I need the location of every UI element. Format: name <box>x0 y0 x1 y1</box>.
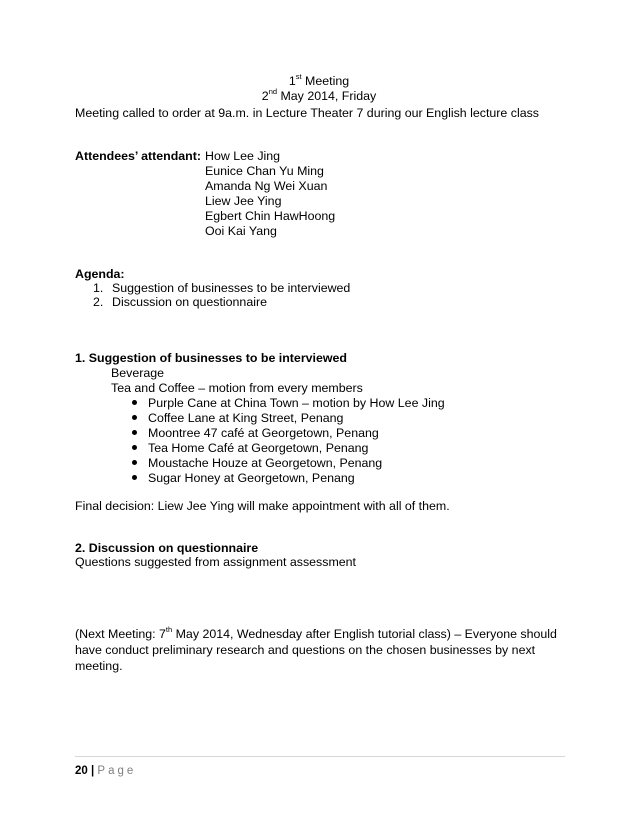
bullet-icon <box>132 430 137 435</box>
agenda-item-number: 2. <box>93 295 104 309</box>
bullet-icon <box>132 400 137 405</box>
attendees-label: Attendees’ attendant: <box>75 149 201 163</box>
business-list-item: Sugar Honey at Georgetown, Penang <box>148 471 355 485</box>
business-list-item: Moustache Houze at Georgetown, Penang <box>148 456 383 470</box>
agenda-heading: Agenda: <box>75 267 125 281</box>
next-meeting-line1: (Next Meeting: 7th May 2014, Wednesday after English tutorial class) – Everyone should <box>75 624 557 641</box>
page-number: 20 <box>75 765 88 777</box>
attendee-name: Amanda Ng Wei Xuan <box>205 179 328 193</box>
section1-sub-beverage: Beverage <box>111 366 165 380</box>
agenda-item: Discussion on questionnaire <box>112 295 267 309</box>
attendee-name: How Lee Jing <box>205 149 281 163</box>
section2-heading: 2. Discussion on questionnaire <box>75 541 259 555</box>
attendee-name: Ooi Kai Yang <box>205 224 277 238</box>
section1-sub-tea-coffee: Tea and Coffee – motion from every members <box>111 381 363 395</box>
business-list-item: Coffee Lane at King Street, Penang <box>148 411 344 425</box>
next-meeting-line2: have conduct preliminary research and questions on the chosen businesses by next <box>75 643 536 657</box>
business-list-item: Moontree 47 café at Georgetown, Penang <box>148 426 379 440</box>
section2-text: Questions suggested from assignment assessment <box>75 555 356 569</box>
attendee-name: Liew Jee Ying <box>205 194 282 208</box>
bullet-icon <box>132 460 137 465</box>
attendee-name: Eunice Chan Yu Ming <box>205 164 324 178</box>
bullet-icon <box>132 475 137 480</box>
attendee-name: Egbert Chin HawHoong <box>205 209 336 223</box>
business-list-item: Tea Home Café at Georgetown, Penang <box>148 441 369 455</box>
page-footer <box>75 765 136 777</box>
agenda-item: Suggestion of businesses to be interviewed <box>112 281 351 295</box>
bullet-icon <box>132 445 137 450</box>
bullet-icon <box>132 415 137 420</box>
meeting-date: 2nd May 2014, Friday <box>261 86 377 103</box>
section1-heading: 1. Suggestion of businesses to be interviewed <box>75 351 347 365</box>
agenda-item-number: 1. <box>93 281 104 295</box>
next-meeting-line3: meeting. <box>75 659 123 673</box>
meeting-number: 1st Meeting <box>288 71 350 88</box>
called-to-order: Meeting called to order at 9a.m. in Lecture Theater 7 during our English lecture class <box>75 106 539 120</box>
footer-divider <box>75 756 565 757</box>
footer-separator: | <box>87 765 98 777</box>
final-decision: Final decision: Liew Jee Ying will make appointment with all of them. <box>75 499 450 513</box>
business-list-item: Purple Cane at China Town – motion by How Lee Jing <box>148 396 445 410</box>
page-label: Page <box>97 765 137 777</box>
